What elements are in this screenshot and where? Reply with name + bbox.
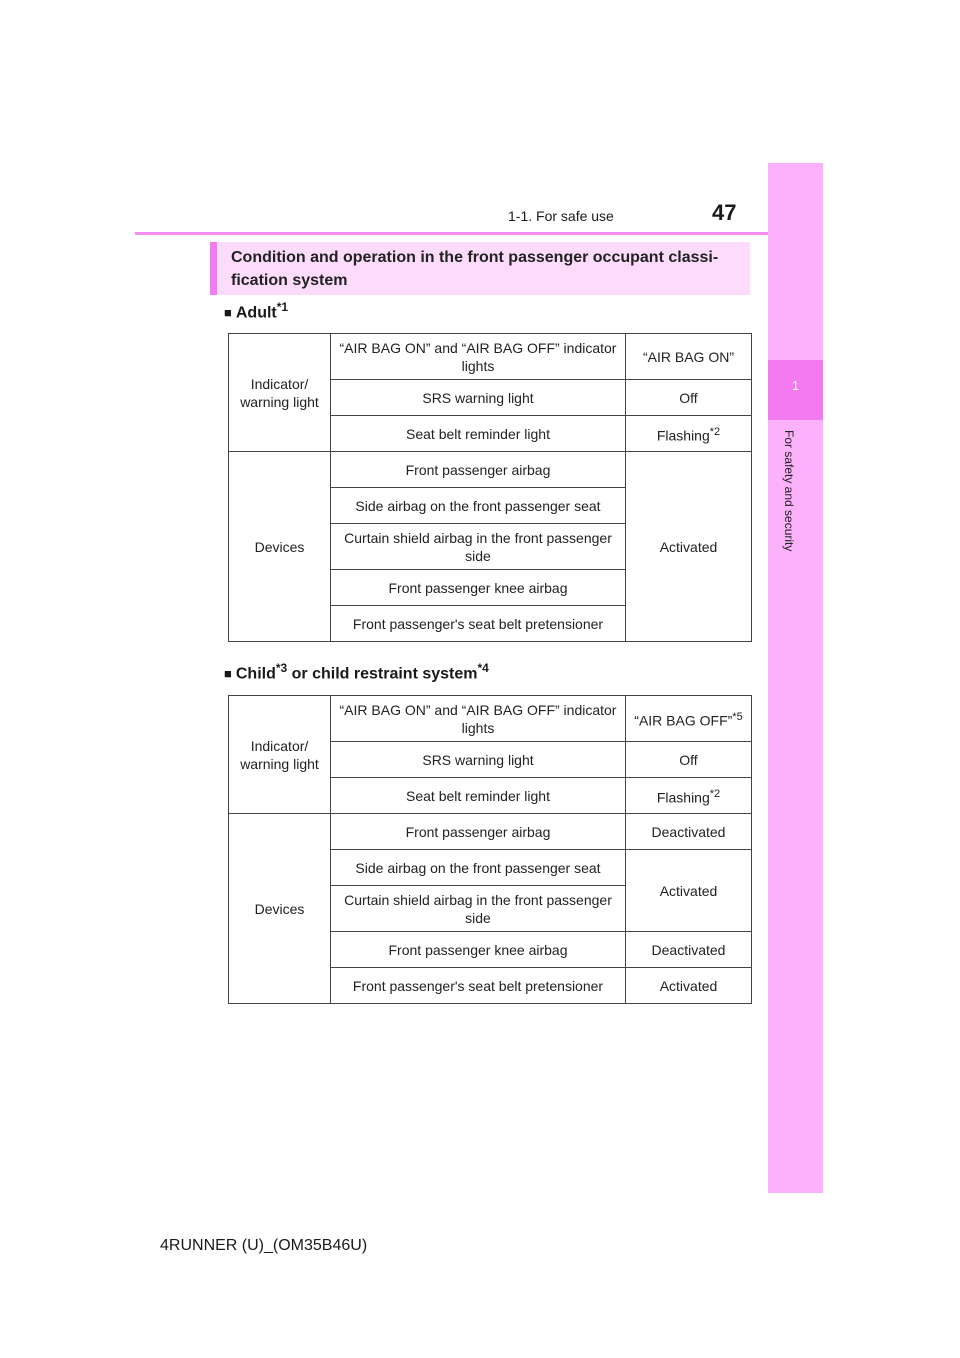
table-cell: “AIR BAG ON” and “AIR BAG OFF” indicator lights (331, 334, 626, 380)
child-heading-text: Child (235, 665, 276, 683)
table-cell (626, 696, 752, 742)
indicator-label-cell: Indicator/ warning light (229, 696, 331, 814)
child-heading-text: or child restraint system (287, 665, 478, 683)
table-cell: Curtain shield airbag in the front passenger side (331, 524, 626, 570)
devices-label-cell: Devices (229, 814, 331, 1004)
table-cell (626, 416, 752, 452)
table-cell: “AIR BAG ON” and “AIR BAG OFF” indicator lights (331, 696, 626, 742)
adult-heading-text: Adult (235, 304, 277, 322)
footnote-mark: *4 (477, 661, 489, 675)
table-cell: Front passenger airbag (331, 814, 626, 850)
header-section-title: 1-1. For safe use (508, 208, 614, 224)
page-number: 47 (712, 200, 737, 225)
table-cell: Front passenger knee airbag (331, 932, 626, 968)
table-cell: Front passenger's seat belt pretensioner (331, 968, 626, 1004)
table-cell: Seat belt reminder light (331, 778, 626, 814)
footnote-mark: *3 (275, 661, 288, 675)
table-cell: Front passenger knee airbag (331, 570, 626, 606)
table-cell: Activated (626, 850, 752, 932)
table-cell (626, 778, 752, 814)
table-cell: Off (626, 742, 752, 778)
bullet-icon: ■ (224, 666, 232, 682)
table-row (229, 814, 752, 850)
adult-heading (224, 300, 288, 322)
table-cell: Activated (626, 452, 752, 642)
bullet-icon: ■ (224, 305, 232, 321)
chapter-title: For safety and security (782, 430, 796, 552)
table-cell: Front passenger airbag (331, 452, 626, 488)
adult-table (228, 333, 752, 642)
side-tab (768, 163, 823, 1193)
table-cell: Deactivated (626, 932, 752, 968)
table-cell: Activated (626, 968, 752, 1004)
table-cell: Side airbag on the front passenger seat (331, 850, 626, 886)
footnote-mark: *5 (732, 710, 743, 723)
table-cell: Curtain shield airbag in the front passenger side (331, 886, 626, 932)
cell-text: Flashing (656, 789, 710, 806)
table-cell: SRS warning light (331, 742, 626, 778)
footnote-mark: *2 (709, 787, 721, 800)
table-cell: SRS warning light (331, 380, 626, 416)
indicator-label-cell: Indicator/ warning light (229, 334, 331, 452)
table-row (229, 696, 752, 742)
cell-text: Flashing (656, 427, 710, 444)
child-table (228, 695, 752, 1004)
table-cell: Front passenger's seat belt pretensioner (331, 606, 626, 642)
footnote-mark: *2 (709, 425, 721, 438)
section-title: Condition and operation in the front passenger occupant classi- fication system (231, 249, 719, 289)
table-cell: Side airbag on the front passenger seat (331, 488, 626, 524)
table-row (229, 334, 752, 380)
child-heading (224, 661, 489, 683)
cell-text: “AIR BAG OFF” (634, 712, 733, 729)
devices-label-cell: Devices (229, 452, 331, 642)
table-cell: Deactivated (626, 814, 752, 850)
header-rule (135, 232, 822, 235)
table-cell: Seat belt reminder light (331, 416, 626, 452)
table-row (229, 452, 752, 488)
table-cell: “AIR BAG ON” (626, 334, 752, 380)
footer-model-code: 4RUNNER (U)_(OM35B46U) (160, 1237, 368, 1254)
table-cell: Off (626, 380, 752, 416)
section-heading-box (210, 242, 750, 295)
chapter-number: 1 (791, 378, 800, 393)
footnote-mark: *1 (276, 300, 289, 314)
